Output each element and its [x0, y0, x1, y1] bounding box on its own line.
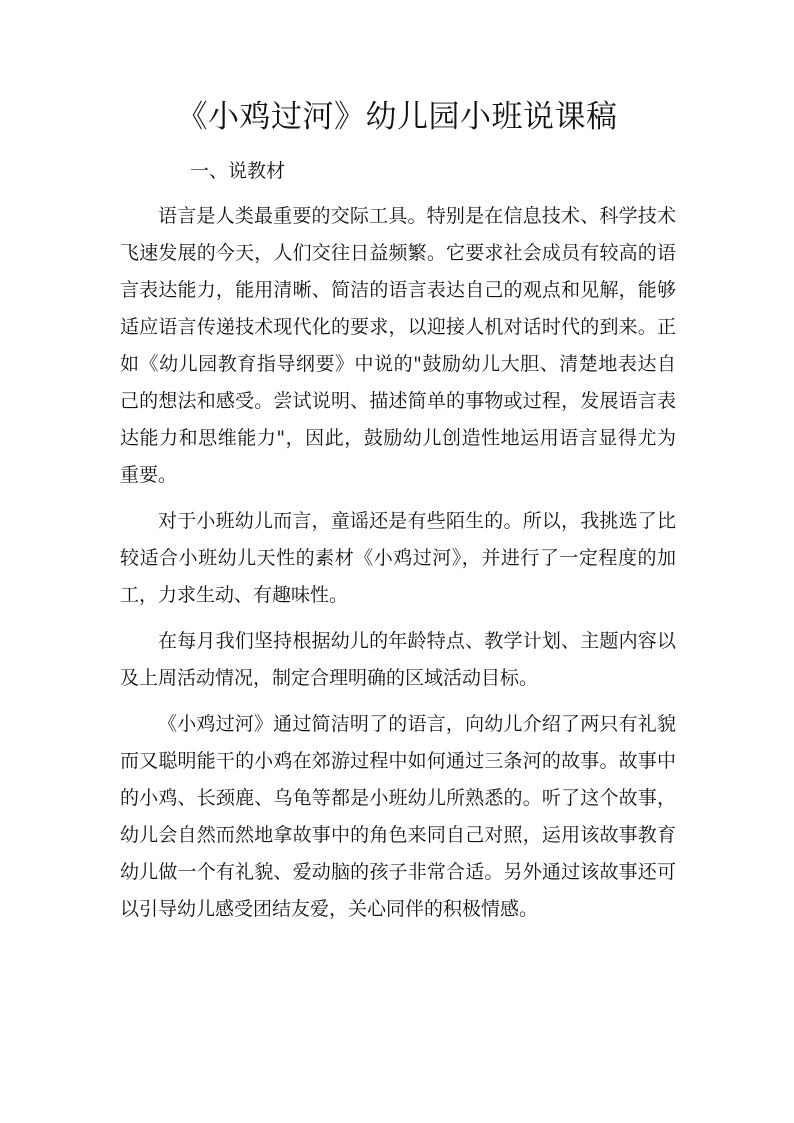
paragraph-2: 对于小班幼儿而言，童谣还是有些陌生的。所以，我挑选了比较适合小班幼儿天性的素材《小鸡过河》，并进行了一定程度的加工，力求生动、有趣味性。 [120, 510, 676, 606]
document-body [120, 198, 676, 937]
paragraph-3: 在每月我们坚持根据幼儿的年龄特点、教学计划、主题内容以及上周活动情况，制定合理明确的区域活动目标。 [120, 630, 676, 689]
paragraph-4: 《小鸡过河》通过简洁明了的语言，向幼儿介绍了两只有礼貌而又聪明能干的小鸡在郊游过程中如何通过三条河的故事。故事中的小鸡、长颈鹿、乌龟等都是小班幼儿所熟悉的。听了这个故事，幼儿会自然而然地拿故事中的角色来同自己对照，运用该故事教育幼儿做一个有礼貌、爱动脑的孩子非常合适。另外通过该故事还可以引导幼儿感受团结友爱，关心同伴的积极情感。 [120, 713, 676, 920]
section-heading: 一、说教材 [190, 160, 286, 182]
document-title: 《小鸡过河》幼儿园小班说课稿 [176, 99, 618, 135]
paragraph-1: 语言是人类最重要的交际工具。特别是在信息技术、科学技术飞速发展的今天，人们交往日益频繁。它要求社会成员有较高的语言表达能力，能用清晰、简洁的语言表达自己的观点和见解，能够适应语言传递技术现代化的要求，以迎接人机对话时代的到来。正如《幼儿园教育指导纲要》中说的"鼓励幼儿大胆、清楚地表达自己的想法和感受。尝试说明、描述简单的事物或过程，发展语言表达能力和思维能力"，因此，鼓励幼儿创造性地运用语言显得尤为重要。 [120, 205, 676, 486]
